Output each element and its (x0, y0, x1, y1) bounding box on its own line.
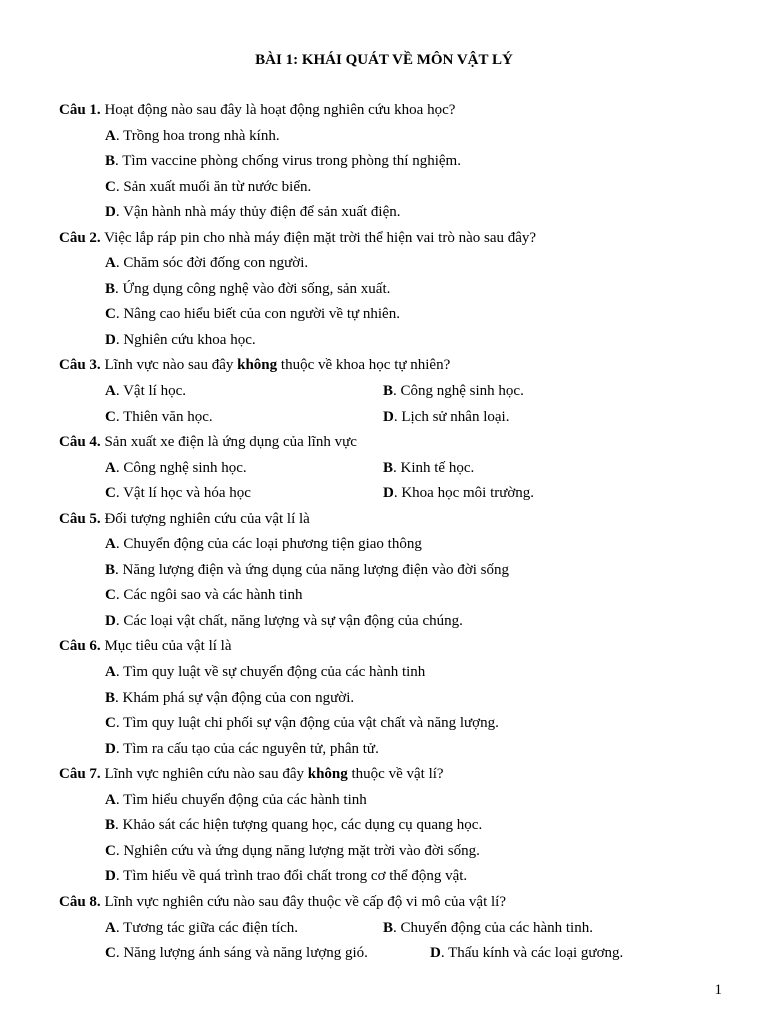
q2-option-b: B. Ứng dụng công nghệ vào đời sống, sản xuất. (105, 280, 391, 297)
q4-options-row-2 (59, 481, 739, 507)
question-text: Lĩnh vực nghiên cứu nào sau đây không thuộc về vật lí? (104, 766, 444, 783)
q1-option-c: C. Sản xuất muối ăn từ nước biển. (105, 178, 312, 195)
question-2 (59, 226, 739, 252)
question-text: Mục tiêu của vật lí là (104, 638, 232, 655)
page-title: BÀI 1: KHÁI QUÁT VỀ MÔN VẬT LÝ (255, 52, 513, 68)
page-number: 1 (714, 982, 722, 998)
question-7 (59, 762, 739, 788)
question-text: Lĩnh vực nào sau đây không thuộc về khoa học tự nhiên? (104, 357, 451, 374)
q3-option-d: D. Lịch sử nhân loại. (383, 408, 510, 425)
q4-option-a: A. Công nghệ sinh học. (105, 459, 247, 476)
q5-option-d: D. Các loại vật chất, năng lượng và sự vận động của chúng. (105, 612, 463, 629)
question-text: Hoạt động nào sau đây là hoạt động nghiên cứu khoa học? (104, 102, 456, 118)
q8-option-d: D. Thấu kính và các loại gương. (430, 945, 624, 962)
question-text: Việc lắp ráp pin cho nhà máy điện mặt trời thể hiện vai trò nào sau đây? (104, 229, 537, 246)
question-label: Câu 3. (59, 357, 101, 374)
question-text: Sản xuất xe điện là ứng dụng của lĩnh vực (104, 434, 357, 451)
q7-option-d: D. Tìm hiểu về quá trình trao đổi chất trong cơ thể động vật. (105, 868, 468, 885)
q8-option-c: C. Năng lượng ánh sáng và năng lượng gió. (105, 945, 368, 962)
question-label: Câu 4. (59, 434, 101, 451)
q7-option-b: B. Khảo sát các hiện tượng quang học, các dụng cụ quang học. (105, 817, 483, 834)
question-text: Lĩnh vực nghiên cứu nào sau đây thuộc về cấp độ vi mô của vật lí? (104, 893, 506, 910)
question-list (59, 98, 739, 967)
q8-options-row-2 (59, 941, 739, 967)
q1-option-b: B. Tìm vaccine phòng chống virus trong phòng thí nghiệm. (105, 153, 461, 170)
emphasis-word: không (307, 766, 348, 783)
question-4 (59, 430, 739, 456)
q8-option-a: A. Tương tác giữa các điện tích. (105, 919, 299, 936)
q5-option-c: C. Các ngôi sao và các hành tinh (105, 587, 303, 604)
question-label: Câu 6. (59, 638, 101, 655)
question-label: Câu 1. (59, 102, 101, 118)
q1-option-a: A. Trồng hoa trong nhà kính. (105, 127, 280, 144)
q6-option-b: B. Khám phá sự vận động của con người. (105, 689, 355, 706)
q2-option-a: A. Chăm sóc đời đống con người. (105, 255, 309, 272)
question-label: Câu 8. (59, 893, 101, 910)
q2-option-c: C. Nâng cao hiểu biết của con người về tự nhiên. (105, 306, 400, 323)
q6-option-a: A. Tìm quy luật về sự chuyển động của các hành tinh (105, 664, 426, 681)
question-6 (59, 634, 739, 660)
q3-option-a: A. Vật lí học. (105, 383, 186, 400)
q3-option-c: C. Thiên văn học. (105, 408, 213, 425)
question-label: Câu 7. (59, 766, 101, 783)
q3-options-row-2 (59, 405, 739, 431)
q4-option-b: B. Kinh tế học. (383, 459, 475, 476)
question-1 (59, 98, 739, 124)
q4-options-row-1 (59, 456, 739, 482)
q6-option-c: C. Tìm quy luật chi phối sự vận động của vật chất và năng lượng. (105, 715, 499, 732)
q2-option-d: D. Nghiên cứu khoa học. (105, 331, 256, 348)
q5-option-b: B. Năng lượng điện và ứng dụng của năng lượng điện vào đời sống (105, 561, 509, 578)
q7-option-a: A. Tìm hiểu chuyển động của các hành tinh (105, 791, 367, 808)
q4-option-d: D. Khoa học môi trường. (383, 485, 535, 502)
q4-option-c: C. Vật lí học và hóa học (105, 485, 251, 502)
q8-options-row-1 (59, 916, 739, 942)
q6-option-d: D. Tìm ra cấu tạo của các nguyên tử, phân tử. (105, 740, 379, 757)
q3-option-b: B. Công nghệ sinh học. (383, 383, 524, 400)
question-label: Câu 5. (59, 510, 101, 527)
question-3 (59, 353, 739, 379)
question-5 (59, 507, 739, 533)
q1-option-d: D. Vận hành nhà máy thủy điện để sản xuất điện. (105, 204, 401, 221)
question-8 (59, 890, 739, 916)
q3-options-row-1 (59, 379, 739, 405)
emphasis-word: không (237, 357, 278, 374)
q7-option-c: C. Nghiên cứu và ứng dụng năng lượng mặt trời vào đời sống. (105, 842, 480, 859)
question-text: Đối tượng nghiên cứu của vật lí là (104, 510, 310, 527)
q5-option-a: A. Chuyển động của các loại phương tiện giao thông (105, 536, 422, 553)
q8-option-b: B. Chuyển động của các hành tinh. (383, 919, 593, 936)
question-label: Câu 2. (59, 229, 101, 246)
